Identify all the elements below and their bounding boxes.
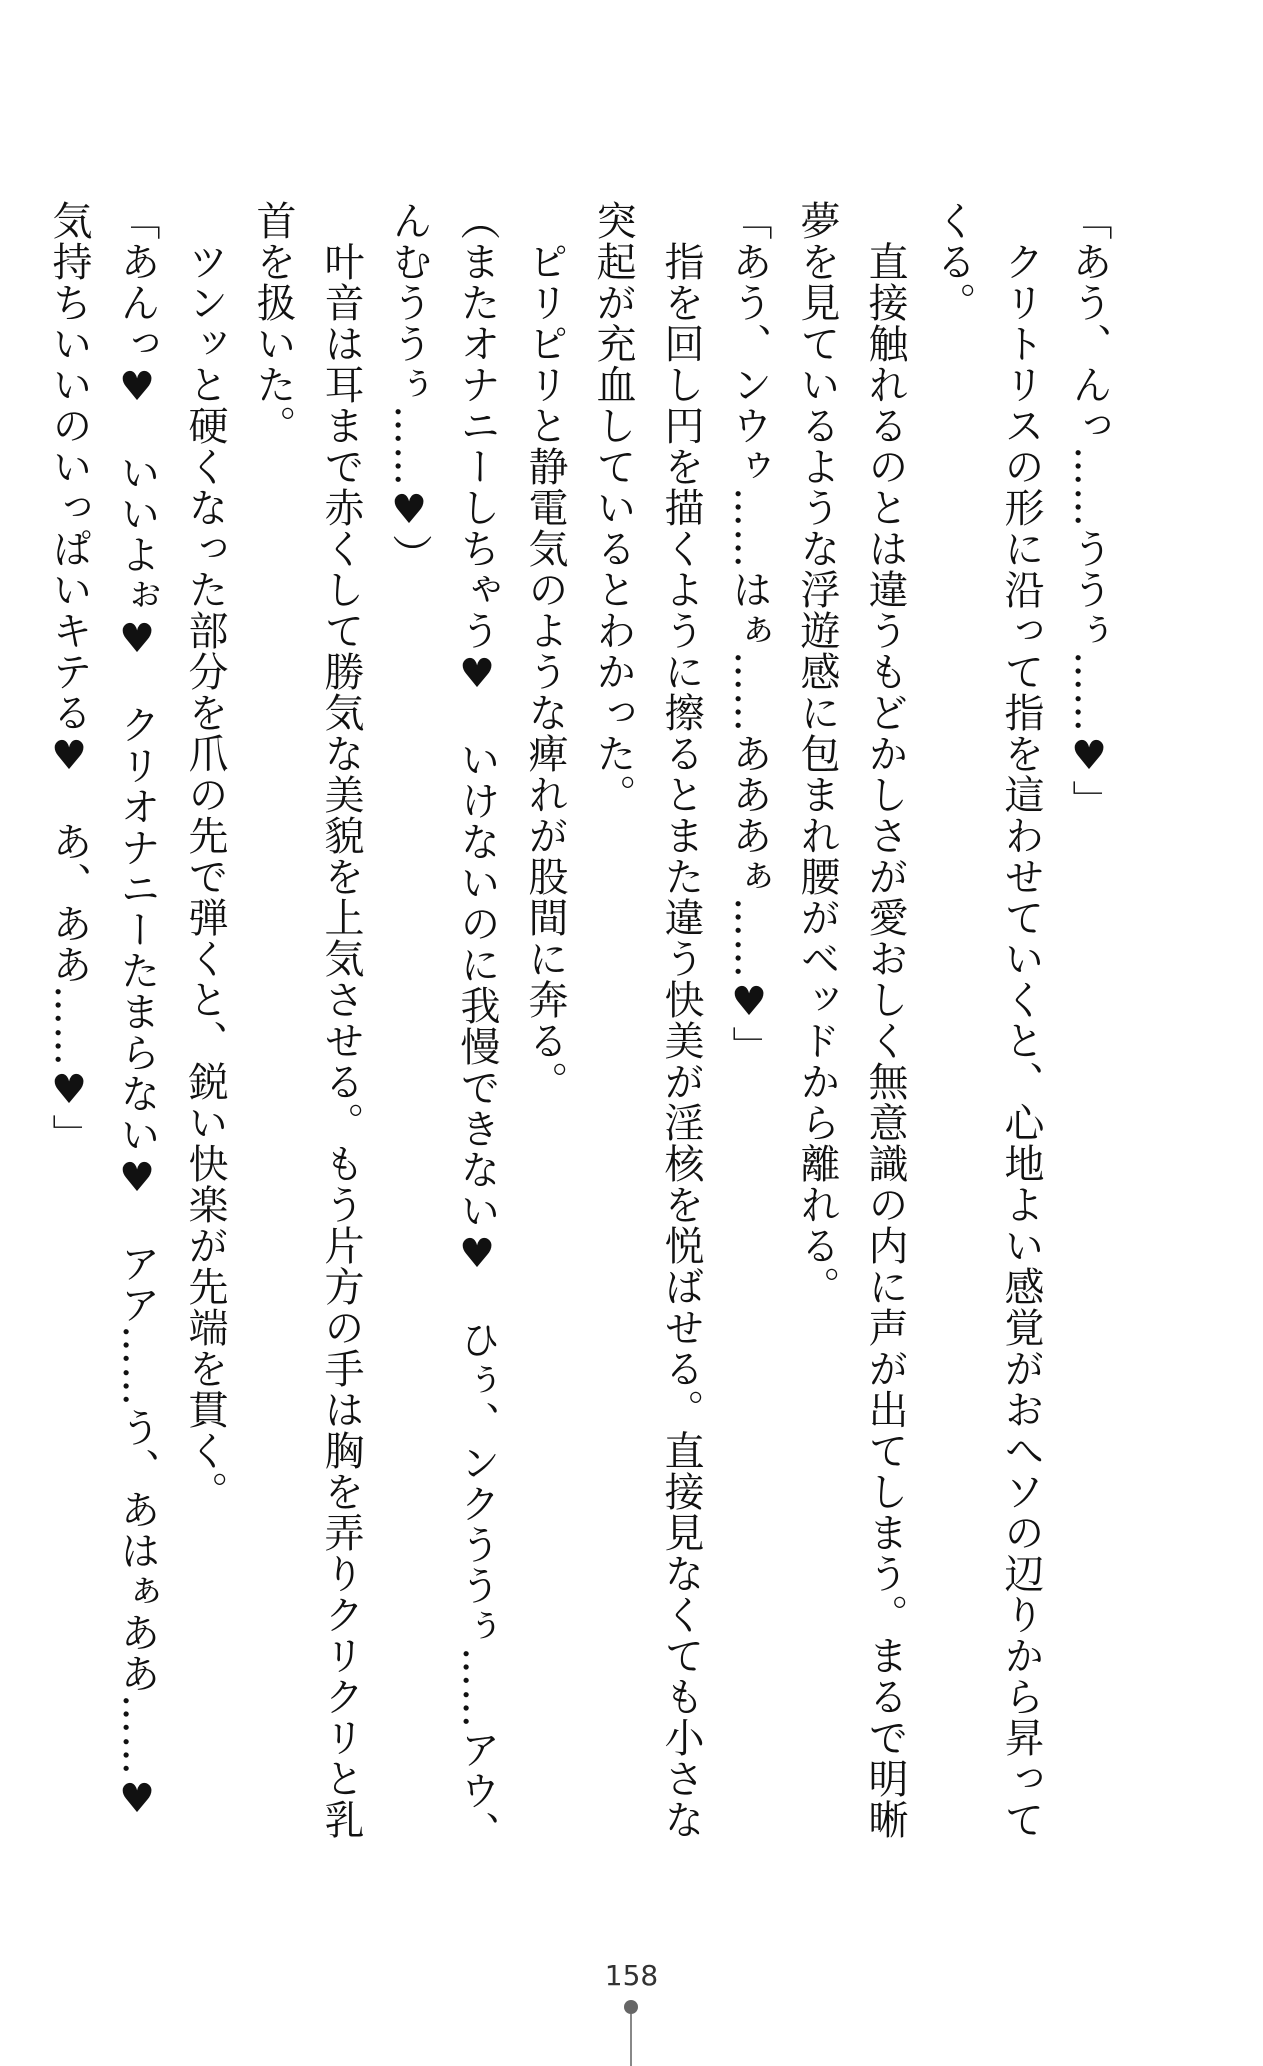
paragraph-7: （またオナニーしちゃう♥ いけないのに我慢できない♥ ひぅ、ンクううぅ……アウ、んむううぅ……♥）	[386, 200, 500, 1852]
paragraph-1: 「あう、んっ……ううぅ……♥」	[1066, 200, 1112, 821]
paragraph-8: 叶音は耳まで赤くして勝気な美貌を上気させる。もう片方の手は胸を弄りクリクリと乳首を扱いた。	[250, 200, 364, 1840]
paragraph-3: 直接触れるのとは違うもどかしさが愛おしく無意識の内に声が出てしまう。まるで明晰夢を見ているような浮遊感に包まれ腰がベッドから離れる。	[794, 200, 908, 1840]
paragraph-5: 指を回し円を描くように擦るとまた違う快美が淫核を悦ばせる。直接見なくても小さな突起が充血しているとわかった。	[590, 200, 704, 1840]
page-number: 158	[604, 1959, 659, 1992]
paragraph-10: 「あんっ♥ いいよぉ♥ クリオナニーたまらない♥ アア……う、あはぁああ……♥	[114, 200, 160, 1823]
paragraph-6: ピリピリと静電気のような痺れが股間に奔る。	[522, 200, 568, 1102]
page-marker-line	[630, 2014, 632, 2066]
paragraph-9: ツンッと硬くなった部分を爪の先で弾くと、鋭い快楽が先端を貫く。	[182, 200, 228, 1512]
page-marker-dot-icon	[624, 2000, 638, 2014]
paragraph-2: クリトリスの形に沿って指を這わせていくと、心地よい感覚がおへソの辺りから昇ってくる。	[930, 200, 1044, 1840]
body-text	[46, 200, 1123, 1880]
paragraph-11: 気持ちいいのいっぱいキテる♥ あ、ああ……♥」	[46, 200, 92, 1155]
paragraph-4: 「あう、ンウゥ……はぁ……あああぁ……♥」	[726, 200, 772, 1067]
